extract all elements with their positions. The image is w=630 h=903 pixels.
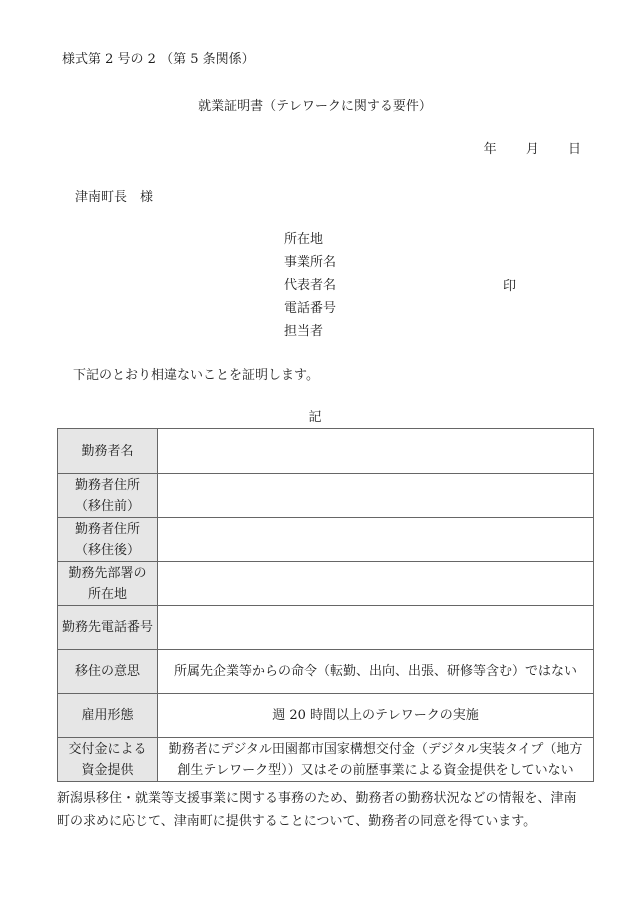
sender-location-label: 所在地 xyxy=(284,232,324,247)
day-label: 日 xyxy=(567,142,581,157)
row-value-line: 所属先企業等からの命令（転勤、出向、出張、研修等含む）ではない xyxy=(173,664,577,679)
row-value-cell xyxy=(158,606,593,649)
row-value-cell xyxy=(158,694,593,737)
certification-statement: 下記のとおり相違ないことを証明します。 xyxy=(73,368,319,383)
table-row-employment-type xyxy=(58,693,593,737)
addressee: 津南町長 様 xyxy=(75,190,154,205)
row-header-cell xyxy=(58,738,158,781)
row-header-cell xyxy=(58,694,158,737)
row-header-line: 所在地 xyxy=(87,586,127,602)
table-row-worker-name xyxy=(58,429,593,473)
row-value-line: 週 20 時間以上のテレワークの実施 xyxy=(272,708,479,723)
row-header-line: 移住の意思 xyxy=(74,664,140,679)
details-table xyxy=(57,428,594,782)
row-header-line: 勤務者住所 xyxy=(74,521,140,537)
table-row-department-location xyxy=(58,561,593,605)
table-row-workplace-phone xyxy=(58,605,593,649)
row-value-cell xyxy=(158,518,593,561)
row-header-cell xyxy=(58,606,158,649)
row-header-line: 勤務先部署の xyxy=(68,565,147,581)
row-header-line: 勤務者住所 xyxy=(74,477,140,493)
ki-heading: 記 xyxy=(308,410,322,425)
sender-phone-label: 電話番号 xyxy=(284,301,337,316)
row-header-line: 勤務者名 xyxy=(81,443,134,459)
row-value-cell xyxy=(158,562,593,605)
sender-block xyxy=(284,228,336,343)
document-title: 就業証明書（テレワークに関する要件） xyxy=(198,99,432,114)
year-label: 年 xyxy=(483,142,497,157)
sender-office-label: 事業所名 xyxy=(284,255,337,270)
row-header-line: 交付金による xyxy=(68,741,147,757)
row-header-line: （移住前） xyxy=(74,498,140,514)
form-code: 様式第 2 号の 2 （第 5 条関係） xyxy=(62,52,255,67)
consent-note: 新潟県移住・就業等支援事業に関する事務のため、勤務者の勤務状況などの情報を、津南町の求めに応じて、津南町に提供することについて、勤務者の同意を得ています。 xyxy=(57,791,577,829)
row-header-cell xyxy=(58,474,158,517)
row-value-line: 創生テレワーク型））又はその前歴事業による資金提供をしていない xyxy=(177,762,574,778)
table-row-address-after xyxy=(58,517,593,561)
row-value-cell xyxy=(158,474,593,517)
table-row-subsidy-funding xyxy=(58,737,593,781)
table-row-migration-intent xyxy=(58,649,593,693)
row-value-cell xyxy=(158,429,593,473)
row-header-cell xyxy=(58,650,158,693)
seal-label: 印 xyxy=(503,279,517,294)
date-line xyxy=(484,138,581,157)
row-header-cell xyxy=(58,518,158,561)
row-header-line: 勤務先電話番号 xyxy=(61,620,153,635)
row-header-cell xyxy=(58,429,158,473)
table-row-address-before xyxy=(58,473,593,517)
sender-contact-label: 担当者 xyxy=(284,324,324,339)
row-header-line: （移住後） xyxy=(74,542,140,558)
row-value-cell xyxy=(158,650,593,693)
row-header-line: 雇用形態 xyxy=(81,708,134,723)
row-value-line: 勤務者にデジタル田園都市国家構想交付金（デジタル実装タイプ（地方 xyxy=(168,741,583,757)
row-value-cell xyxy=(158,738,593,781)
month-label: 月 xyxy=(525,142,539,157)
row-header-line: 資金提供 xyxy=(81,762,134,778)
sender-representative-label: 代表者名 xyxy=(284,278,337,293)
row-header-cell xyxy=(58,562,158,605)
